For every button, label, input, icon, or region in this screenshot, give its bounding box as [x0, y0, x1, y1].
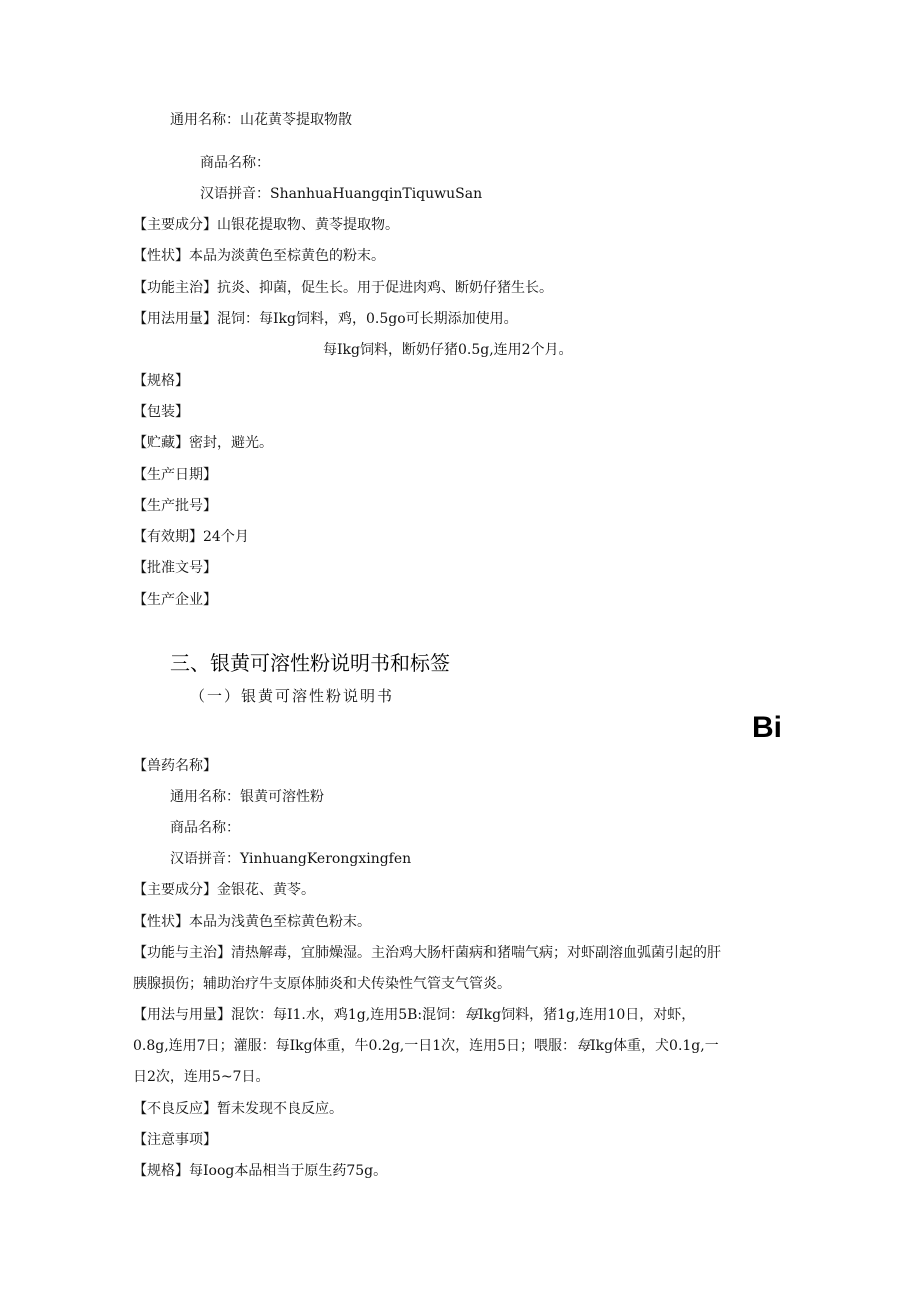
- validity-period: 【有效期】24个月: [133, 529, 249, 545]
- usage-2-line-1-b: Ikg饲料，猪1g,连用10日，对虾，: [478, 1007, 696, 1023]
- trade-name-2: 商品名称：: [170, 820, 240, 836]
- generic-name-2: 通用名称：银黄可溶性粉: [170, 789, 324, 805]
- manufacturer: 【生产企业】: [133, 592, 217, 608]
- section-title: 三、银黄可溶性粉说明书和标签: [170, 651, 450, 675]
- main-ingredients-2: 【主要成分】金银花、黄苓。: [133, 882, 315, 898]
- usage-dosage-2-line-3: 日2次，连用5~7日。: [133, 1069, 270, 1085]
- specification: 【规格】: [133, 373, 189, 389]
- generic-name: 通用名称：山花黄苓提取物散: [170, 112, 352, 128]
- function-indication: 【功能主治】抗炎、抑菌，促生长。用于促进肉鸡、断奶仔猪生长。: [133, 280, 553, 296]
- package: 【包装】: [133, 404, 189, 420]
- specification-2: 【规格】每Ioog本品相当于原生药75g。: [133, 1163, 388, 1179]
- storage: 【贮藏】密封，避光。: [133, 435, 273, 451]
- usage-2-line-1-italic: 每: [464, 1007, 479, 1023]
- usage-dosage-line-1: 【用法用量】混饲：每Ikg饲料，鸡，0.5go可长期添加使用。: [133, 311, 518, 327]
- trade-name: 商品名称：: [200, 155, 270, 171]
- usage-2-line-1-a: 【用法与用量】混饮：每I1.水，鸡1g,连用5B:混饲：: [133, 1007, 465, 1023]
- precautions: 【注意事项】: [133, 1132, 217, 1148]
- approval-number: 【批准文号】: [133, 560, 217, 576]
- appearance-2: 【性状】本品为浅黄色至棕黄色粉末。: [133, 914, 371, 930]
- function-indication-2-line-2: 胰腺损伤；辅助治疗牛支原体肺炎和犬传染性气管支气管炎。: [133, 976, 511, 992]
- production-date: 【生产日期】: [133, 467, 217, 483]
- usage-dosage-2-line-1: [133, 1005, 695, 1025]
- pinyin-name-2: 汉语拼音：YinhuangKerongxingfen: [170, 851, 412, 867]
- appearance: 【性状】本品为淡黄色至棕黄色的粉末。: [133, 248, 385, 264]
- adverse-reactions: 【不良反应】暂未发现不良反应。: [133, 1101, 343, 1117]
- usage-2-line-2-italic: 每: [576, 1038, 591, 1054]
- usage-2-line-2-b: Ikg体重，犬0.1g,一: [590, 1038, 719, 1054]
- usage-dosage-line-2: 每Ikg饲料，断奶仔猪0.5g,连用2个月。: [323, 342, 573, 358]
- section-subtitle: （一）银黄可溶性粉说明书: [190, 687, 395, 705]
- function-indication-2-line-1: 【功能与主治】清热解毒，宜肺燥湿。主治鸡大肠杆菌病和猪喘气病；对虾副溶血弧菌引起的肝: [133, 945, 721, 961]
- main-ingredients: 【主要成分】山银花提取物、黄苓提取物。: [133, 217, 399, 233]
- pinyin-name: 汉语拼音：ShanhuaHuangqinTiquwuSan: [200, 186, 483, 202]
- vet-drug-name: 【兽药名称】: [133, 758, 217, 774]
- bi-mark: Bi: [752, 711, 782, 744]
- batch-number: 【生产批号】: [133, 498, 217, 514]
- usage-2-line-2-a: 0.8g,连用7日；灌服：每Ikg体重，牛0.2g,一日1次，连用5日；喂服：: [133, 1038, 577, 1054]
- usage-dosage-2-line-2: [133, 1036, 719, 1056]
